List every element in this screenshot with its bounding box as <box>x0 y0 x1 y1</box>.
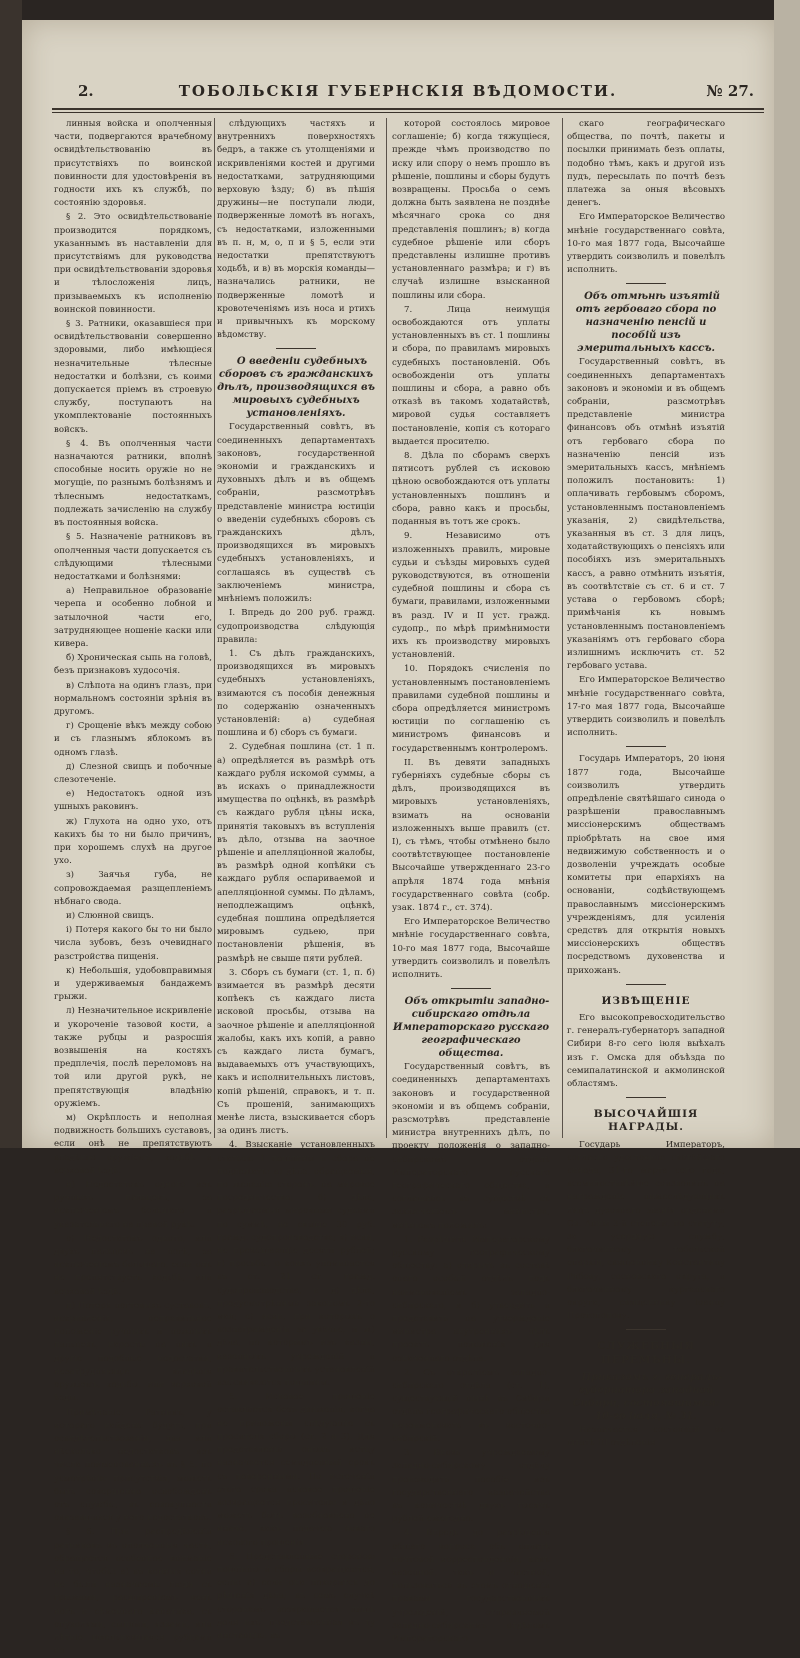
paragraph: д) Слезной свищъ и побочные слезотеченіе. <box>54 761 212 785</box>
paragraph: скаго географическаго общества, по почтѣ, пакеты и посылки принимать безъ оплаты, подобно тѣмъ, какъ и другой изъ пудъ, пересылать по почтѣ безъ платежа за оныя вѣсовыхъ денегъ. <box>567 119 725 209</box>
newspaper-title: ТОБОЛЬСКІЯ ГУБЕРНСКІЯ ВѢДОМОСТИ. <box>178 82 618 100</box>
column-divider <box>562 118 563 1138</box>
paragraph: 8. Дѣла по сборамъ сверхъ пятисотъ рублей съ исковою цѣною освобождаются отъ уплаты установленныхъ пошлинъ и сбора, равно какъ и просьбы, поданныя въ тотъ же срокъ. <box>392 451 550 528</box>
paragraph: линныя войска и ополченныя части, подвергаются врачебному освидѣтельствованію въ присутствіяхъ по воинской повинности для удостовѣренія въ годности ихъ къ службѣ, по состоянію здоровья. <box>54 119 212 209</box>
section-separator <box>626 1329 666 1330</box>
section-heading: О введеніи судебныхъ сборовъ съ гражданскихъ дѣлъ, производящихся въ мировыхъ судебныхъ установленіяхъ. <box>217 356 375 420</box>
paragraph: 3. Вновь учреждаемому западно-сибирскому отдѣлу производить пособіе изъ государственнаго казначейства въ количествѣ двухъ тысячъ рублей ежегодно. <box>392 1448 550 1525</box>
column-divider <box>214 118 215 1138</box>
paragraph: ж) Глухота на одно ухо, отъ какихъ бы то ни было причинъ, при хорошемъ слухѣ на другое ухо. <box>54 816 212 867</box>
paragraph: л) Незначительное искривленіе и укороченіе тазовой кости, а также рубцы и разросшія возвышенія на костяхъ предплечія, послѣ переломовъ на той или другой рукѣ, не препятствующія владѣнію оружіемъ. <box>54 1006 212 1109</box>
paragraph: п) Потеря ногтевыхъ суставовъ, искривленія, неправильное положеніе ручныхъ и ножныхъ пальцевъ, наросты на нихъ и другіе подобные недостатки, незатрудняющіе владѣнія оружіемъ, ходьбы, или верховой ѣзды. <box>54 1300 212 1404</box>
paragraph: к) Небольшія, удобовправимыя и удерживаемыя бандажемъ грыжи. <box>54 965 212 1003</box>
binding-edge <box>0 0 22 1148</box>
paragraph: і) Потеря какого бы то ни было числа зубовъ, безъ очевиднаго разстройства пищенія. <box>54 925 212 962</box>
paragraph: Государь Императоръ, согласно удостоенію святѣйшаго синода, 31-го марта сего года, всемилостивѣйше соизволилъ на награжденіе нижеслѣдующихъ лицъ духовнаго званія орденами Св. Анны 3-й степени, по статуту, за усердную службу, благочинному тобольской епархіи, священнику Константину Рябову, сосновскаго округа, и благочинному курганскаго округа, священнику Іоанну Протопопову. <box>567 1139 725 1322</box>
paragraph: Назначается состоящій въ штатѣ III отдѣленія <box>567 1424 725 1449</box>
paragraph: § 5. Назначеніе ратниковъ въ ополченныя части допускается съ слѣдующими тѣлесными недостатками и болѣзнями: <box>54 532 212 582</box>
section-separator <box>451 988 491 989</box>
paragraph: 2. Съ открытіемъ западно-сибирскаго отдѣла (ст. 1), существующій нынѣ въ Сибири отдѣлъ географическаго общества переименовать въ восточно-сибирскій. <box>392 1367 550 1444</box>
section-title: ИЗВѢЩЕНІЕ <box>601 994 691 1007</box>
paragraph: Государственный совѣтъ, въ соединенныхъ департаментахъ законовъ и государственной экономіи и въ общемъ собраніи, разсмотрѣвъ представленіе министра внутреннихъ дѣлъ, по проекту положенія о западно-сибирскомъ отдѣлѣ Императорскаго русскаго географическаго общества, и соглашаясь въ существѣ съ заключеніемъ министра, мнѣніемъ положилъ: <box>392 1062 550 1231</box>
section-separator <box>626 984 666 985</box>
issue-number: № 27. <box>706 82 754 100</box>
paragraph: 5. Исковое прошеніе оставляется безъ движенія, когда не приложены слѣдующіе съ просителя сборы (ст. 2 и 3). Для представленія оныхъ истцу назначается семидневный срокъ съ поверенными. По истеченіи этого срока исковое прошеніе возвращается просителю и дѣло можетъ быть возобновлено не иначе, какъ подачею новаго искового прошенія. <box>217 1392 375 1548</box>
paragraph: и) Слюнной свищъ. <box>66 910 154 921</box>
newspaper-page <box>22 20 774 1657</box>
paragraph: а) Неправильное образованіе черепа и особенно лобной и затылочной части его, затрудняющее ношеніе каски или кивера. <box>54 586 212 649</box>
paragraph: § 3. Ратники, оказавшіеся при освидѣтельствованіи совершенно здоровыми, либо имѣющіеся незначительные тѣлесные недостатки и болѣзни, съ коими допускается пріемъ въ строевую службу, поступаютъ на укомплектованіе постоянныхъ войскъ. <box>54 319 212 435</box>
paragraph: Его Императорское Величество мнѣніе государственнаго совѣта, 10-го мая 1877 года, Высочайше утвердить соизволилъ и повелѣлъ исполнить. <box>392 917 550 980</box>
section-separator <box>276 348 316 349</box>
paragraph: 1. Съ дѣлъ гражданскихъ, производящихся въ мировыхъ судебныхъ установленіяхъ, взимаются съ пособія денежныя по содержанію означенныхъ установленій: а) судебная пошлина и б) сборъ съ бумаги. <box>217 648 375 739</box>
paragraph: 1. Разрѣшить Императорскому русскому географическому обществу: а) открыть въ составѣ онаго особый отдѣлъ подъ наименованіемъ западно-сибирскаго, и б) утвердить и представить на утвержденіе министра внутреннихъ дѣлъ проектъ положенія для означеннаго отдѣла. <box>392 1234 550 1364</box>
section-separator <box>626 283 666 284</box>
paragraph: I. Впредь до 200 руб. гражд. судопроизводства слѣдующія правила: <box>217 608 375 645</box>
section-title: ВЫСОЧАЙШІЯ НАГРАДЫ. <box>593 1108 699 1134</box>
paragraph: Приказомъ г. генералъ-губернатора западной Сибири, состоявшимся: 10-го іюля, № 31. <box>572 1371 723 1422</box>
section-title: СЛУЖЕБНЫЯ ПЕРЕМѢНЫ. <box>597 1340 695 1366</box>
paragraph: 9. Независимо отъ изложенныхъ правилъ, мировые судьи и съѣзды мировыхъ судей руководствуются, въ отношеніи судебной пошлины и сбора съ бумаги, правилами, изложенными въ разд. IV и II уст. гражд. судопр., по мѣрѣ примѣнимости ихъ къ производству мировыхъ установленій. <box>392 531 550 661</box>
paragraph: Его Императорское Величество мнѣніе государственнаго совѣта, 17-го мая 1877 года, Высочайше утвердить соизволилъ и повелѣлъ исполнить. <box>567 675 725 739</box>
section-heading: Объ открытіи западно-сибирскаго отдѣла Императорскаго русскаго географическаго общества. <box>392 996 550 1060</box>
column-1 <box>54 118 212 1657</box>
paragraph: Его высокопревосходительство г. генералъ-губернаторъ западной Сибири 8-го сего іюля выѣхалъ изъ г. Омска для объѣзда по семипалатинской и акмолинской областямъ. <box>567 1012 725 1089</box>
paragraph: 4. Взысканіе установленныхъ статьею 1 пошлины и сбора не подлежатъ: а) дѣла, обращаемыя, по желанію сторонъ, на мировое посредничество; б) дѣла, разрѣшаемыя мировыми судьями по суммѣ, не свыше 30 руб. гражд. судопроизводства; в) иски, не превышающіе десяти рублей; г) просьбы, о коихъ упоминается въ ст. 21 ст. гражд. судопроизводства, и д) дѣла, предусмотрѣнныя закономъ 2-го мая; е) иски, при которыхъ о вознагражденіи за увѣчье, и ж) дѣла, по которымъ изъ казны, казенныхъ учрежденій и правительственныхъ установленій взыскиваются пошлины. <box>217 1140 375 1389</box>
paragraph: 7. Лица неимущія освобождаются отъ уплаты установленныхъ въ ст. 1 пошлины и сбора, по правиламъ мировыхъ судебныхъ постановленій. Объ освобожденіи отъ уплаты пошлины и сбора, а равно объ отказѣ въ такомъ ходатайствѣ, мировой судья составляетъ постановленіе, копія съ котораго выдается просителю. <box>392 304 550 447</box>
paragraph: II. Въ девяти западныхъ губерніяхъ судебные сборы съ дѣлъ, производящихся въ мировыхъ установленіяхъ, взимать на основаніи изложенныхъ выше правилъ (ст. I), съ тѣмъ, чтобы отмѣнено было соотвѣтствующее постановленіе Высочайше утвержденнаго 23-го апрѣля 1874 года мнѣнія государственнаго совѣта (собр. узак. 1874 г., ст. 374). <box>392 757 550 913</box>
section-heading: Объ отмѣнѣ изъятій отъ гербоваго сбора по назначенію пенсій и пособій изъ эмеритальныхъ кассъ. <box>575 291 720 355</box>
paragraph: е) Недостатокъ одной изъ ушныхъ раковинъ. <box>54 789 212 813</box>
paragraph: о) Недостатокъ одного, или двухъ пальцевъ на ногѣ, за исключеніемъ большаго, если онъ не препятствуетъ ходьбѣ, или верховой ѣздѣ. <box>54 1233 212 1297</box>
header-rule-thin <box>52 112 764 113</box>
paragraph: н) Недостатокъ одного изъ ручныхъ пальцевъ, за исключеніемъ большаго и указательнаго на правой рукѣ. <box>54 1180 212 1230</box>
paragraph: § 4. Въ ополченныя части назначаются ратники, вполнѣ способные носить оружіе но не могущіе, по разнымъ болѣзнямъ и тѣлеснымъ недостаткамъ, подлежать зачисленію на службу въ постоянныя войска. <box>54 438 212 529</box>
section-separator <box>626 1097 666 1098</box>
column-divider <box>386 118 387 1138</box>
paragraph: 4. Впредь до разрѣшенія общаго вопроса объ оплатѣ почтовой корреспонденціи, какъ казенной, такъ и частной, пользоваться въ этомъ отношеніи правами государственныхъ учрежденій, отправляемой западно-сибирскимъ отдѣломъ Императорскаго <box>392 1528 550 1644</box>
paragraph: слѣдующихъ частяхъ и внутреннихъ поверхностяхъ бедръ, а также съ утолщеніями и искривленіями костей и другими недостатками, затрудняющими верховую ѣзду; б) въ пѣшія дружины—не поступали люди, подверженные ломотѣ въ ногахъ, съ недостатками, изложенными въ п. н, м, о, п и § 5, если эти недостатки препятствуютъ ходьбѣ, и в) въ морскія команды—назначались ратники, не подверженные ломотѣ и кровотеченіямъ изъ носа и ртихъ и привычныхъ къ морскому вѣдомству. <box>217 119 375 341</box>
section-separator <box>626 746 666 747</box>
column-2 <box>217 118 375 1641</box>
paragraph: Примѣчаніе. Ратникъ, у котораго найдены будутъ, при освидѣтельствованіи, два или нѣсколько недостатковъ изъ числа поименованныхъ въ § 5, по усмотрѣнію присутствія, можетъ быть совершенно освобожденъ отъ службы, въ совокупности оказавшихся у него недостатковъ. <box>54 1407 212 1524</box>
page-number: 2. <box>78 82 94 100</box>
paragraph: § 2. Это освидѣтельствованіе производится порядкомъ, указаннымъ въ наставленіи для присутствіямъ для руководства при освидѣтельствованіи здоровья и тѣлосложенія лицъ, призываемыхъ къ исполненію воинской повинности. <box>54 212 212 315</box>
paragraph: г) Срощеніе вѣкъ между собою и съ глазнымъ яблокомъ въ одномъ глазѣ. <box>54 721 212 758</box>
paragraph: Государственный совѣтъ, въ соединенныхъ департаментахъ законовъ и экономіи и въ общемъ собраніи, разсмотрѣвъ представленіе министра финансовъ объ отмѣнѣ изъятій отъ гербоваго сбора по назначенію пенсій изъ эмеритальныхъ кассъ, мнѣніемъ положилъ постановить: 1) оплачивать гербовымъ сборомъ, установленнымъ постановленіемъ указанія, 2) свидѣтельства, указанныя въ ст. 3 для лицъ, ходатайствующихъ о пенсіяхъ или пособіяхъ изъ эмеритальныхъ кассъ, а равно отмѣнить изъятія, въ соотвѣтствіе съ ст. 6 и ст. 7 устава о гербовомъ сборѣ; примѣчанія къ новымъ установленнымъ постановленіемъ указаніямъ отъ гербоваго сбора излишнимъ исключить ст. 52 гербоваго устава. <box>567 357 725 672</box>
paragraph: Его Императорское Величество мнѣніе государственнаго совѣта, 10-го мая 1877 года, Высочайше утвердить соизволилъ и повелѣлъ исполнить. <box>567 212 725 276</box>
page-edge-right <box>774 0 800 1148</box>
paragraph: з) Заячья губа, не сопровождаемая разщепленіемъ нѣбнаго свода. <box>54 870 212 907</box>
paragraph: Государственный совѣтъ, въ соединенныхъ департаментахъ законовъ, государственной экономіи и гражданскихъ и духовныхъ дѣлъ и въ общемъ собраніи, разсмотрѣвъ представленіе министра юстиціи о введеніи судебныхъ сборовъ съ гражданскихъ дѣлъ, производящихся въ мировыхъ судебныхъ установленіяхъ, и соглашаясь въ существѣ съ заключеніемъ министра, мнѣніемъ положилъ: <box>217 422 375 605</box>
paragraph: в) Слѣпота на одинъ глазъ, при нормальномъ состояніи зрѣнія въ другомъ. <box>54 680 212 717</box>
paragraph: 2. Судебная пошлина (ст. 1 п. а) опредѣляется въ размѣрѣ отъ каждаго рубля искомой суммы, а въ искахъ о принадлежности имущества по оцѣнкѣ, въ размѣрѣ съ каждаго рубля цѣны иска, принятія таковыхъ въ вступленія въ дѣло, отзыва на заочное рѣшеніе и апелляціонной жалобы, въ размѣрѣ одной копѣйки съ каждаго рубля оспариваемой и апелляціонной суммы. По дѣламъ, неподлежащимъ оцѣнкѣ, судебная пошлина опредѣляется мировымъ судьею, при постановленіи рѣшенія, въ размѣрѣ не свыше пяти рублей. <box>217 742 375 964</box>
paragraph: м) Окрѣплость и неполная подвижность большихъ суставовъ, если онѣ не препятствуютъ владѣнію оружіемъ, ходьбѣ и верховой ѣздѣ. <box>54 1113 212 1176</box>
paragraph: Государь Императоръ, 20 іюня 1877 года, Высочайше соизволилъ утвердить опредѣленіе святѣйшаго синода о разрѣшеніи православнымъ миссіонерскимъ обществамъ пріобрѣтать на свое имя недвижимую собственность и о дозволеніи учреждать особые комитеты при епархіяхъ на основаніи, содѣйствующемъ православнымъ миссіонерскимъ учрежденіямъ, для усиленія средствъ для открытія новыхъ миссіонерскихъ обществъ посредствомъ духовенства и прихожанъ. <box>567 754 725 976</box>
column-4 <box>567 118 725 1449</box>
column-3 <box>392 118 550 1644</box>
paragraph: 6. Представленные стороною пошлины и сборы возвращаются, если: а) если она покорится до рѣшенія дѣла; въ семъ случаѣ сторонамъ возвращается лишь доля ихъ, представленная въ ту инстанцію, въ <box>217 1551 375 1641</box>
paragraph: которой состоялось мировое соглашеніе; б) когда тяжущіеся, прежде чѣмъ производство по иску или спору о немъ прошло въ рѣшеніе, пошлины и сборы будутъ возвращены. Просьба о семъ должна быть заявлена не позднѣе мѣсячнаго срока со дня представленія пошлинъ; в) когда судебное рѣшеніе или сборъ представлены излишне противъ установленнаго размѣра; и г) въ случаѣ излишне взысканной пошлины или сбора. <box>392 119 550 301</box>
paragraph: 3. Сборъ съ бумаги (ст. 1, п. б) взимается въ размѣрѣ десяти копѣекъ съ каждаго листа исковой просьбы, отзыва на заочное рѣшеніе и апелляціонной жалобы, какъ ихъ копій, а равно съ каждаго листа бумагъ, выдаваемыхъ отъ участвующихъ, какъ и исполнительныхъ листовъ, копій рѣшеній, справокъ, и т. п. Съ прошеній, занимающихъ менѣе листа, взыскивается сборъ за одинъ листъ. <box>217 967 375 1137</box>
paragraph: 10. Порядокъ счисленія по установленнымъ постановленіемъ правилами судебной пошлины и сбора опредѣляется министромъ юстиціи по соглашенію съ министромъ финансовъ и государственнымъ контролеромъ. <box>392 664 550 754</box>
header-rule <box>52 108 764 110</box>
paragraph: б) Хроническая сыпь на головѣ, безъ признаковъ худосочія. <box>54 653 212 677</box>
paragraph: § 6. При распредѣленіи ратниковъ въ ополченныя части, обращается особенное вниманіе на то, чтобы: а) въ конныя сотни не были назначаемы люди съ грыжами, расширеніємъ венъ ногъ и сѣменнаго канатика, съ опухолями, сыпями, язвами, или лѣтніе шхельнавшаяся рубцами на <box>54 1527 212 1657</box>
